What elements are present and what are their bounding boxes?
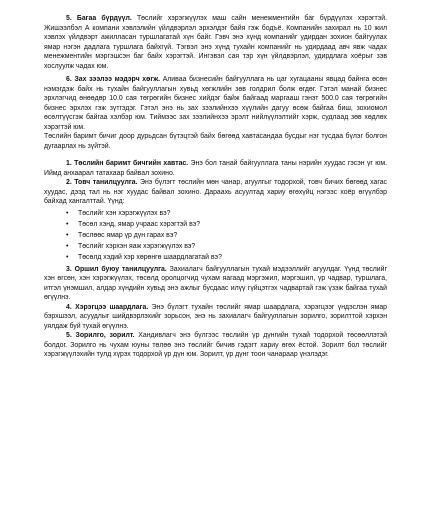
list-item: • Төслөөс ямар үр дүн гарах вэ?: [66, 230, 387, 241]
section-heading: 2. Товч танилцуулга.: [66, 179, 138, 186]
list-item: • Төсөлд хэдий хэр хөрөнгө шаардлагатай вэ?: [66, 252, 387, 263]
section-heading: 4. Хэрэгцээ шаардлага.: [66, 303, 149, 311]
section-heading: 1. Төслийн баримт бичгийн хавтас.: [66, 160, 189, 167]
paragraph-heading: 6. Зах зээлээ мэдэрч хөгж.: [66, 76, 160, 83]
section-body: Захиалагч байгууллагын тухай мэдээллийг агуулдаг. Үүнд төслийг хэн өгсөн, хэн хэрэгжүүлэх, төсөлд оролцогчид чухам яагаад мэргэжил, мэргэшил, үр чадвар, туршлага, итгэл үнэмшил, алдар хүндийн хувьд энэ ажлыг бусдаас илүү гүйцэтгэх чадвартай гэж үзэж байгаа тухай өгүүлнэ.: [44, 265, 388, 301]
paragraph-market: [44, 75, 387, 132]
section-heading: 3. Оршил буюу танилцуулга.: [66, 265, 167, 273]
section-cover: [44, 159, 387, 178]
section-needs: [44, 303, 387, 332]
section-body: Хандивлагч энэ бүлгээс төслийн үр дүнгийн тухай тодорхой төсөөллэтэй болдог. Зорилго нь чухам юуны төлөө энэ төслийг бичив гэдэгт хариу өгөх ёстой. Зорилт бол төслийг хэрэгжүүлэхийн тулд хүрэх тодорхой үр дүн юм. Зорилт, үр дүнг тоон чанараар үнэлэдэг.: [44, 332, 387, 358]
section-body: Энэ бүлэгт төслийн мөн чанар, агуулгыг тодорхой, товч бичих бөгөөд хагас хуудас, дээд тал нь нэг хуудас байвал зохино. Дараахь асуултад хариу өгөхүйц нэгээс хоёр өгүүлбэр байхад хангалттай. Үүнд:: [44, 179, 387, 205]
section-body: Энэ бүлэгт тухайн төслийг ямар шаардлага, хэрэгцээг үндэслэн ямар бэрхшээл, асуудлыг шийдвэрлэхийг зорьсон, энэ нь захиалагч байгууллагын зорилго, зорилттой хэрхэн уялдаж буй тухай өгүүлнэ.: [44, 303, 387, 330]
list-item: • Төслийг хэрхэн яаж хэрэгжүүлэх вэ?: [66, 241, 387, 252]
question-list: [44, 208, 387, 263]
paragraph-body: Төслийг хэрэгжүүлэх маш сайн менежментийн баг бүрдүүлэх хэрэгтэй. Жишээлбэл А компани хэвлэлийн үйлдвэрлэл эрхэлдэг байя гэж бодъё. Компанийн захирал нь 10 жил хэвлэх үйлдвэрт ажилласан туршлагатай хүн байг. Гэвч энэ хүнд компанийг удирдан зохион байгуулах ямар нэгэн дадлага туршлага байхгүй. Тэгвэл энэ хүнд тухайн компанийг нь удирдаад авч явж чадах менежментийн мэргэшсэн баг байх хэрэгтэй. Ингэвэл сая тэр хүн үйлдвэрлэл, удирдлага хоёрыг зэв хослуулж чадах юм.: [44, 15, 387, 70]
paragraph-body: Аливаа бизнесийн байгууллага нь цаг хугацааны явцад байнга өсөн нэмэгдэж байх нь тухайн байгууллагын хувьд хөгжлийн зөв голдрил болж өгдөг. Гэтэл манай бизнес эрхлэгчид өнөөдөр 10.0 сая төгрөгийн бизнес хийдэг байж байгаад маргааш гэнэт 500.0 сая төгрөгийн бизнес эрхлэх гэж зүтгэдэг. Гэтэл энэ нь зах зээлийнхээ хүүлийн дагуу өсөж байгаа биш, зохиомол өсөлтүүсгэж байгаа хэлбэр юм. Тиймээс зах зээлийнхээ эрэлт нийлүүлэлтийг хэрж, судлаад зөв хөдлөх хэрэгтэй юм.: [44, 76, 387, 131]
list-item: • Төсөл хэнд, ямар учраас хэрэгтэй вэ?: [66, 219, 387, 230]
paragraph-structure-intro: Төслийн баримт бичиг доор дурьдсан бүтэцтэй байх бөгөөд хавтасандаа бусдыг нэг тусдаа бүлэг болгон дугаарлах нь зүйтэй.: [44, 133, 387, 150]
section-goals: [44, 331, 387, 360]
paragraph-heading: 5. Багаа бүрдүүл.: [66, 15, 132, 22]
section-summary: [44, 178, 387, 207]
paragraph-team: [44, 14, 387, 71]
section-introduction: [44, 265, 387, 303]
section-heading: 5. Зорилго, зорилт.: [66, 332, 135, 339]
list-item: • Төслийг хэн хэрэгжүүлэх вэ?: [66, 208, 387, 219]
section-body: Энэ бол танай байгууллага таны нэрийн хуудас гэсэн үг юм. Иймд анхаарал татахаар байвал зохино.: [44, 160, 388, 177]
